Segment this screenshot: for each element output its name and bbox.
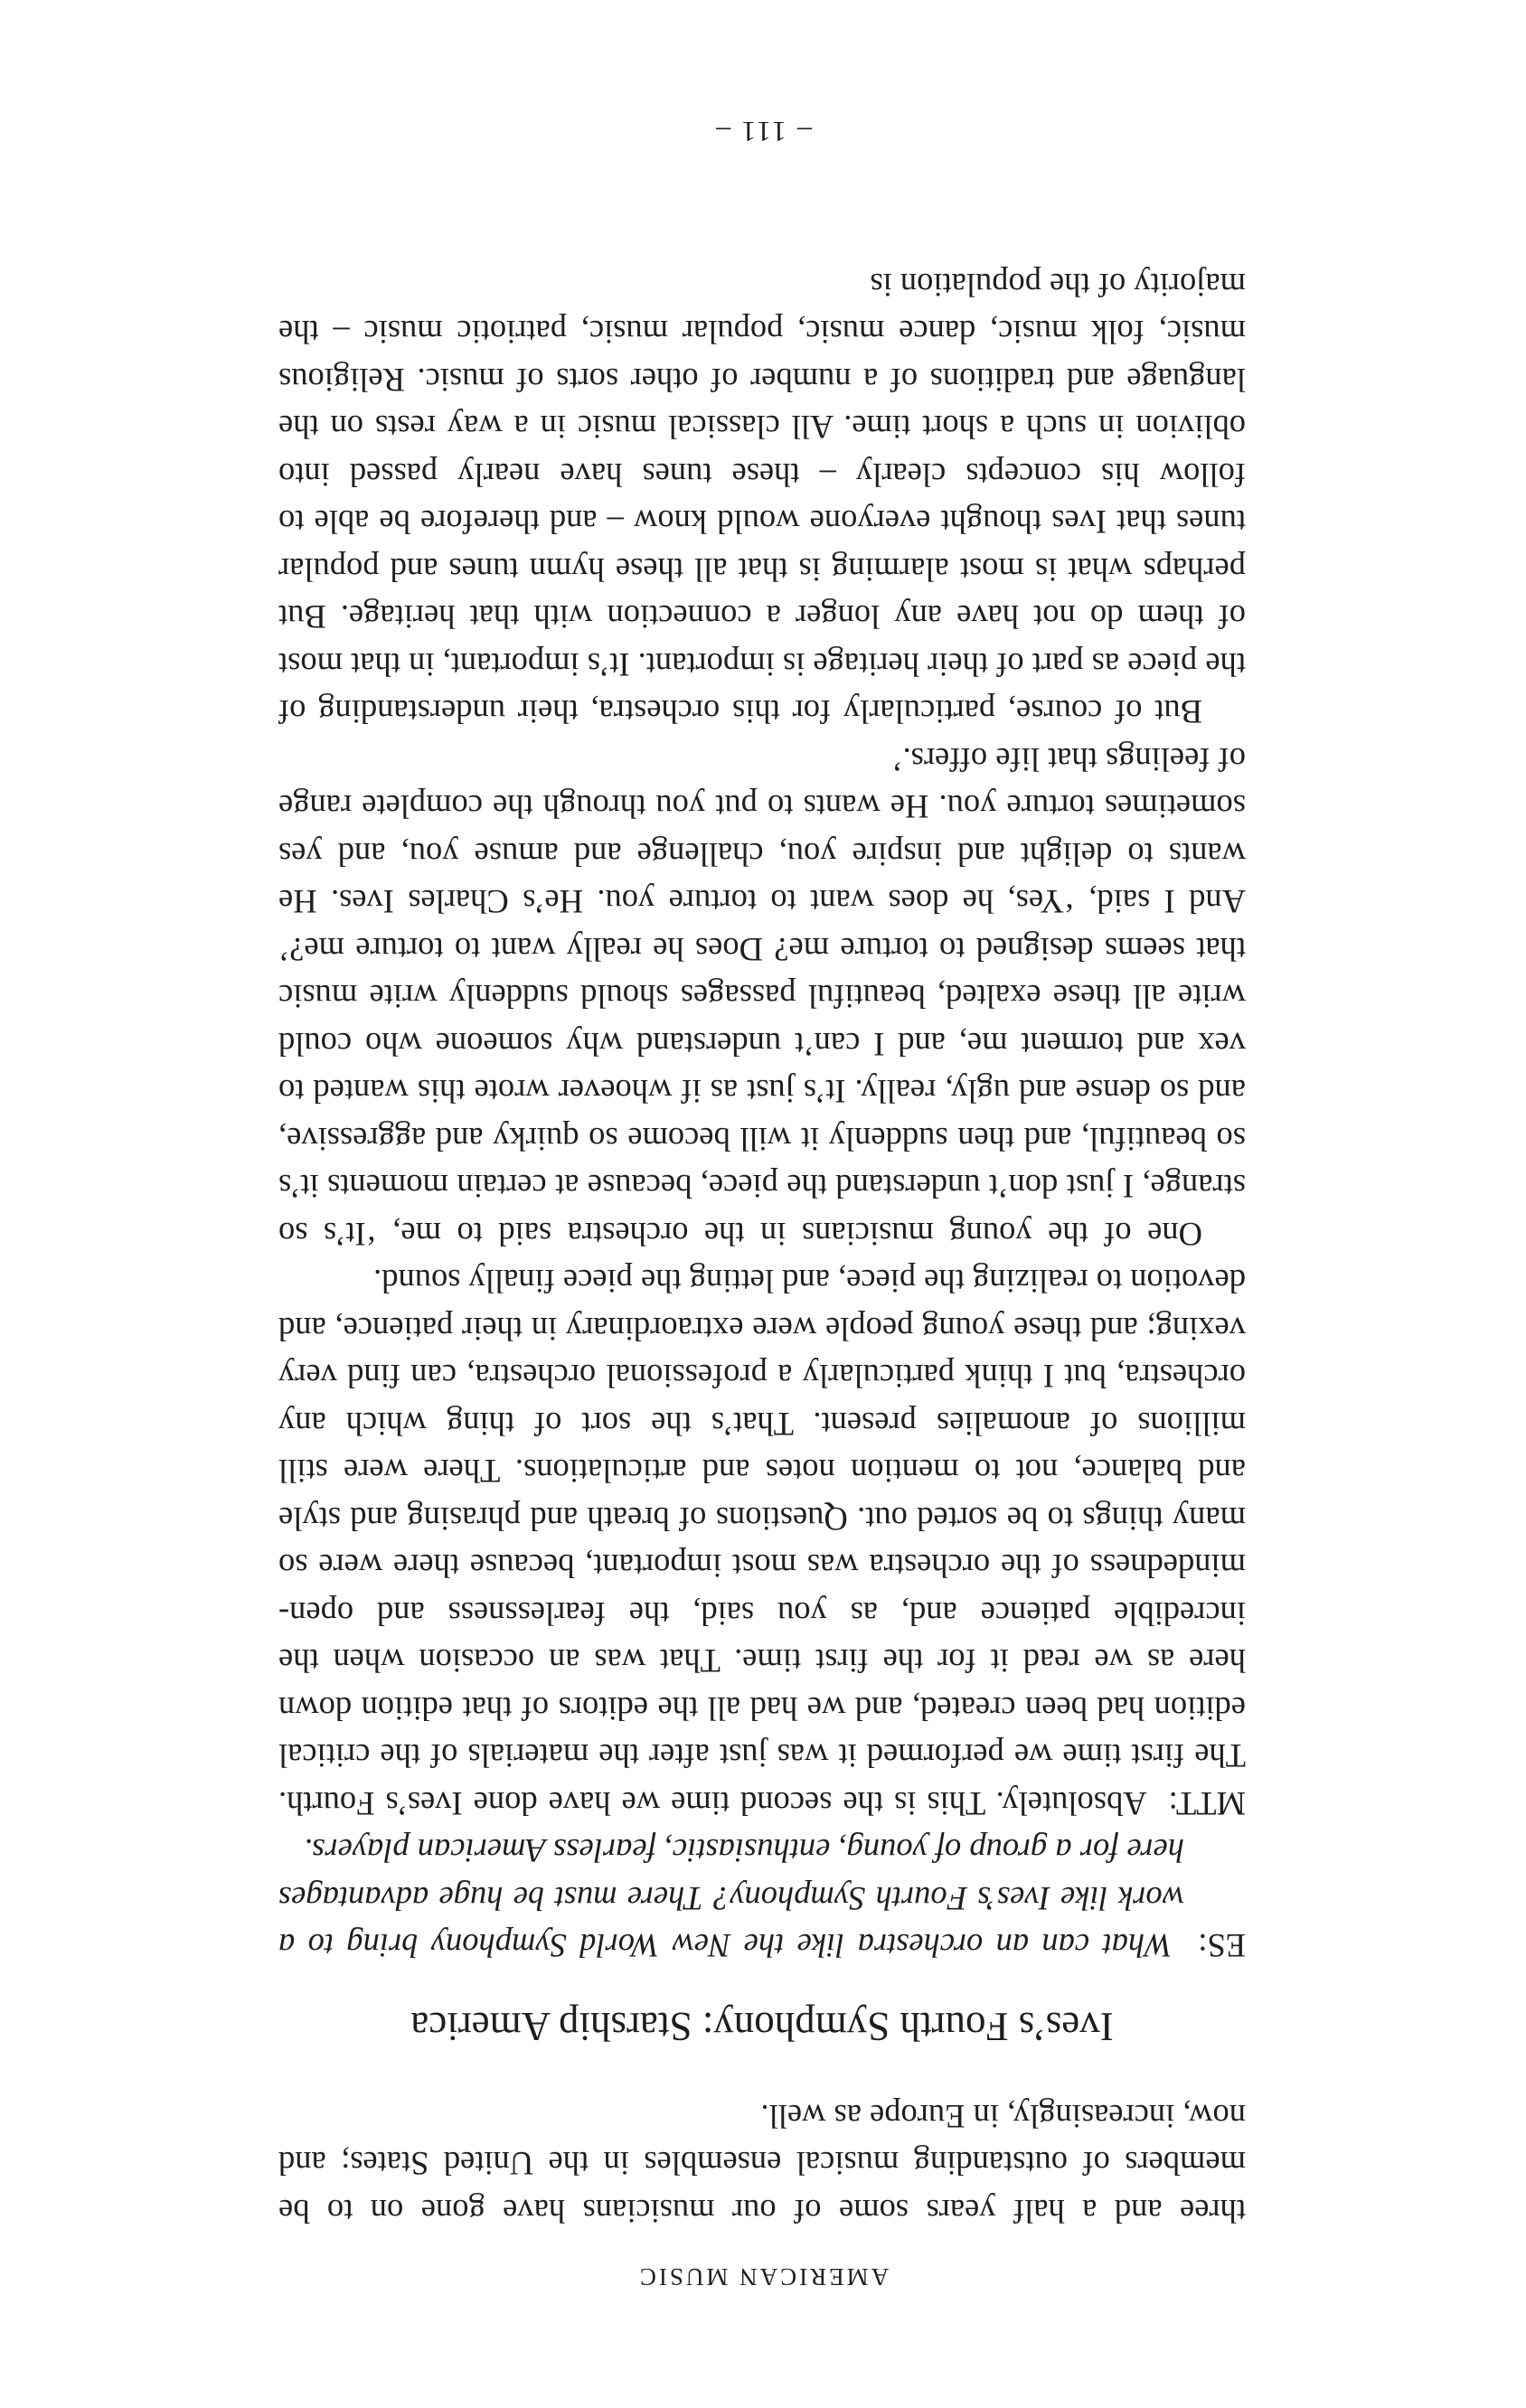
question-speaker: ES: xyxy=(1198,1927,1246,1965)
paragraph-heritage: But of course, particularly for this orchestra, their understanding of the piece as part of their heritage is important. It’s important, in that most of them do not have any longer a connection with that heritage. But perhaps what is most alarming is that all these hymn tunes and popular tunes that Ives thought everyone would know – and therefore be able to follow his concepts clearly – these tunes have nearly passed into oblivion in such a short time. All classical music in a way rests on the language and traditions of a number of other sorts of music. Religious music, folk music, dance music, popular music, patriotic music – the majority of the population is xyxy=(278,267,1246,731)
answer-speaker: MTT: xyxy=(1168,1785,1246,1822)
interview-question xyxy=(278,1827,1246,1970)
section-title: Ives’s Fourth Symphony: Starship America xyxy=(410,2004,1114,2050)
paragraph-young-musician: One of the young musicians in the orchestra said to me, ‘It’s so strange, I just don’t understand the piece, because at certain moments it’s so beautiful, and then suddenly it will become so quirky and aggressive, and so dense and ugly, really. It’s just as if whoever wrote this wanted to vex and torment me, and I can’t understand why someone who could write all these exalted, beautiful passages should suddenly write music that seems designed to torture me? Does he really want to torture me?’ And I said, ‘Yes, he does want to torture you. He’s Charles Ives. He wants to delight and inspire you, challenge and amuse you, and yes sometimes torture you. He wants to put you through the complete range of feelings that life offers.’ xyxy=(278,741,1246,1253)
running-head: AMERICAN MUSIC xyxy=(636,2263,890,2290)
paragraph-continuation: three and a half years some of our musicians have gone on to be members of outstanding musical ensembles in the United States; and now, increasingly, in Europe as well. xyxy=(278,2098,1246,2230)
page-number: – 111 – xyxy=(714,116,812,148)
body-text xyxy=(278,261,1246,2235)
interview-answer xyxy=(278,1257,1246,1827)
answer-text: Absolutely. This is the second time we have done Ives’s Fourth. The first time we performed it was just after the materials of the critical edition had been created, and we had all the editors of that edition down here as we read it for the first time. That was an occasion when the incredible patience and, as you said, the fearlessness and open-mindedness of the orchestra was most important, because there were so many things to be sorted out. Questions of breath and phrasing and style and balance, not to mention notes and articulations. There were still millions of anomalies present. That’s the sort of thing which any orchestra, but I think particularly a professional orchestra, can find very vexing; and these young people were extraordinary in their patience, and devotion to realizing the piece, and letting the piece finally sound. xyxy=(278,1263,1246,1822)
question-text: What can an orchestra like the New World Symphony bring to a work like Ives’s Fourth Symphony? There must be huge advantages here for a group of young, enthusiastic, fearless American players. xyxy=(278,1832,1184,1965)
